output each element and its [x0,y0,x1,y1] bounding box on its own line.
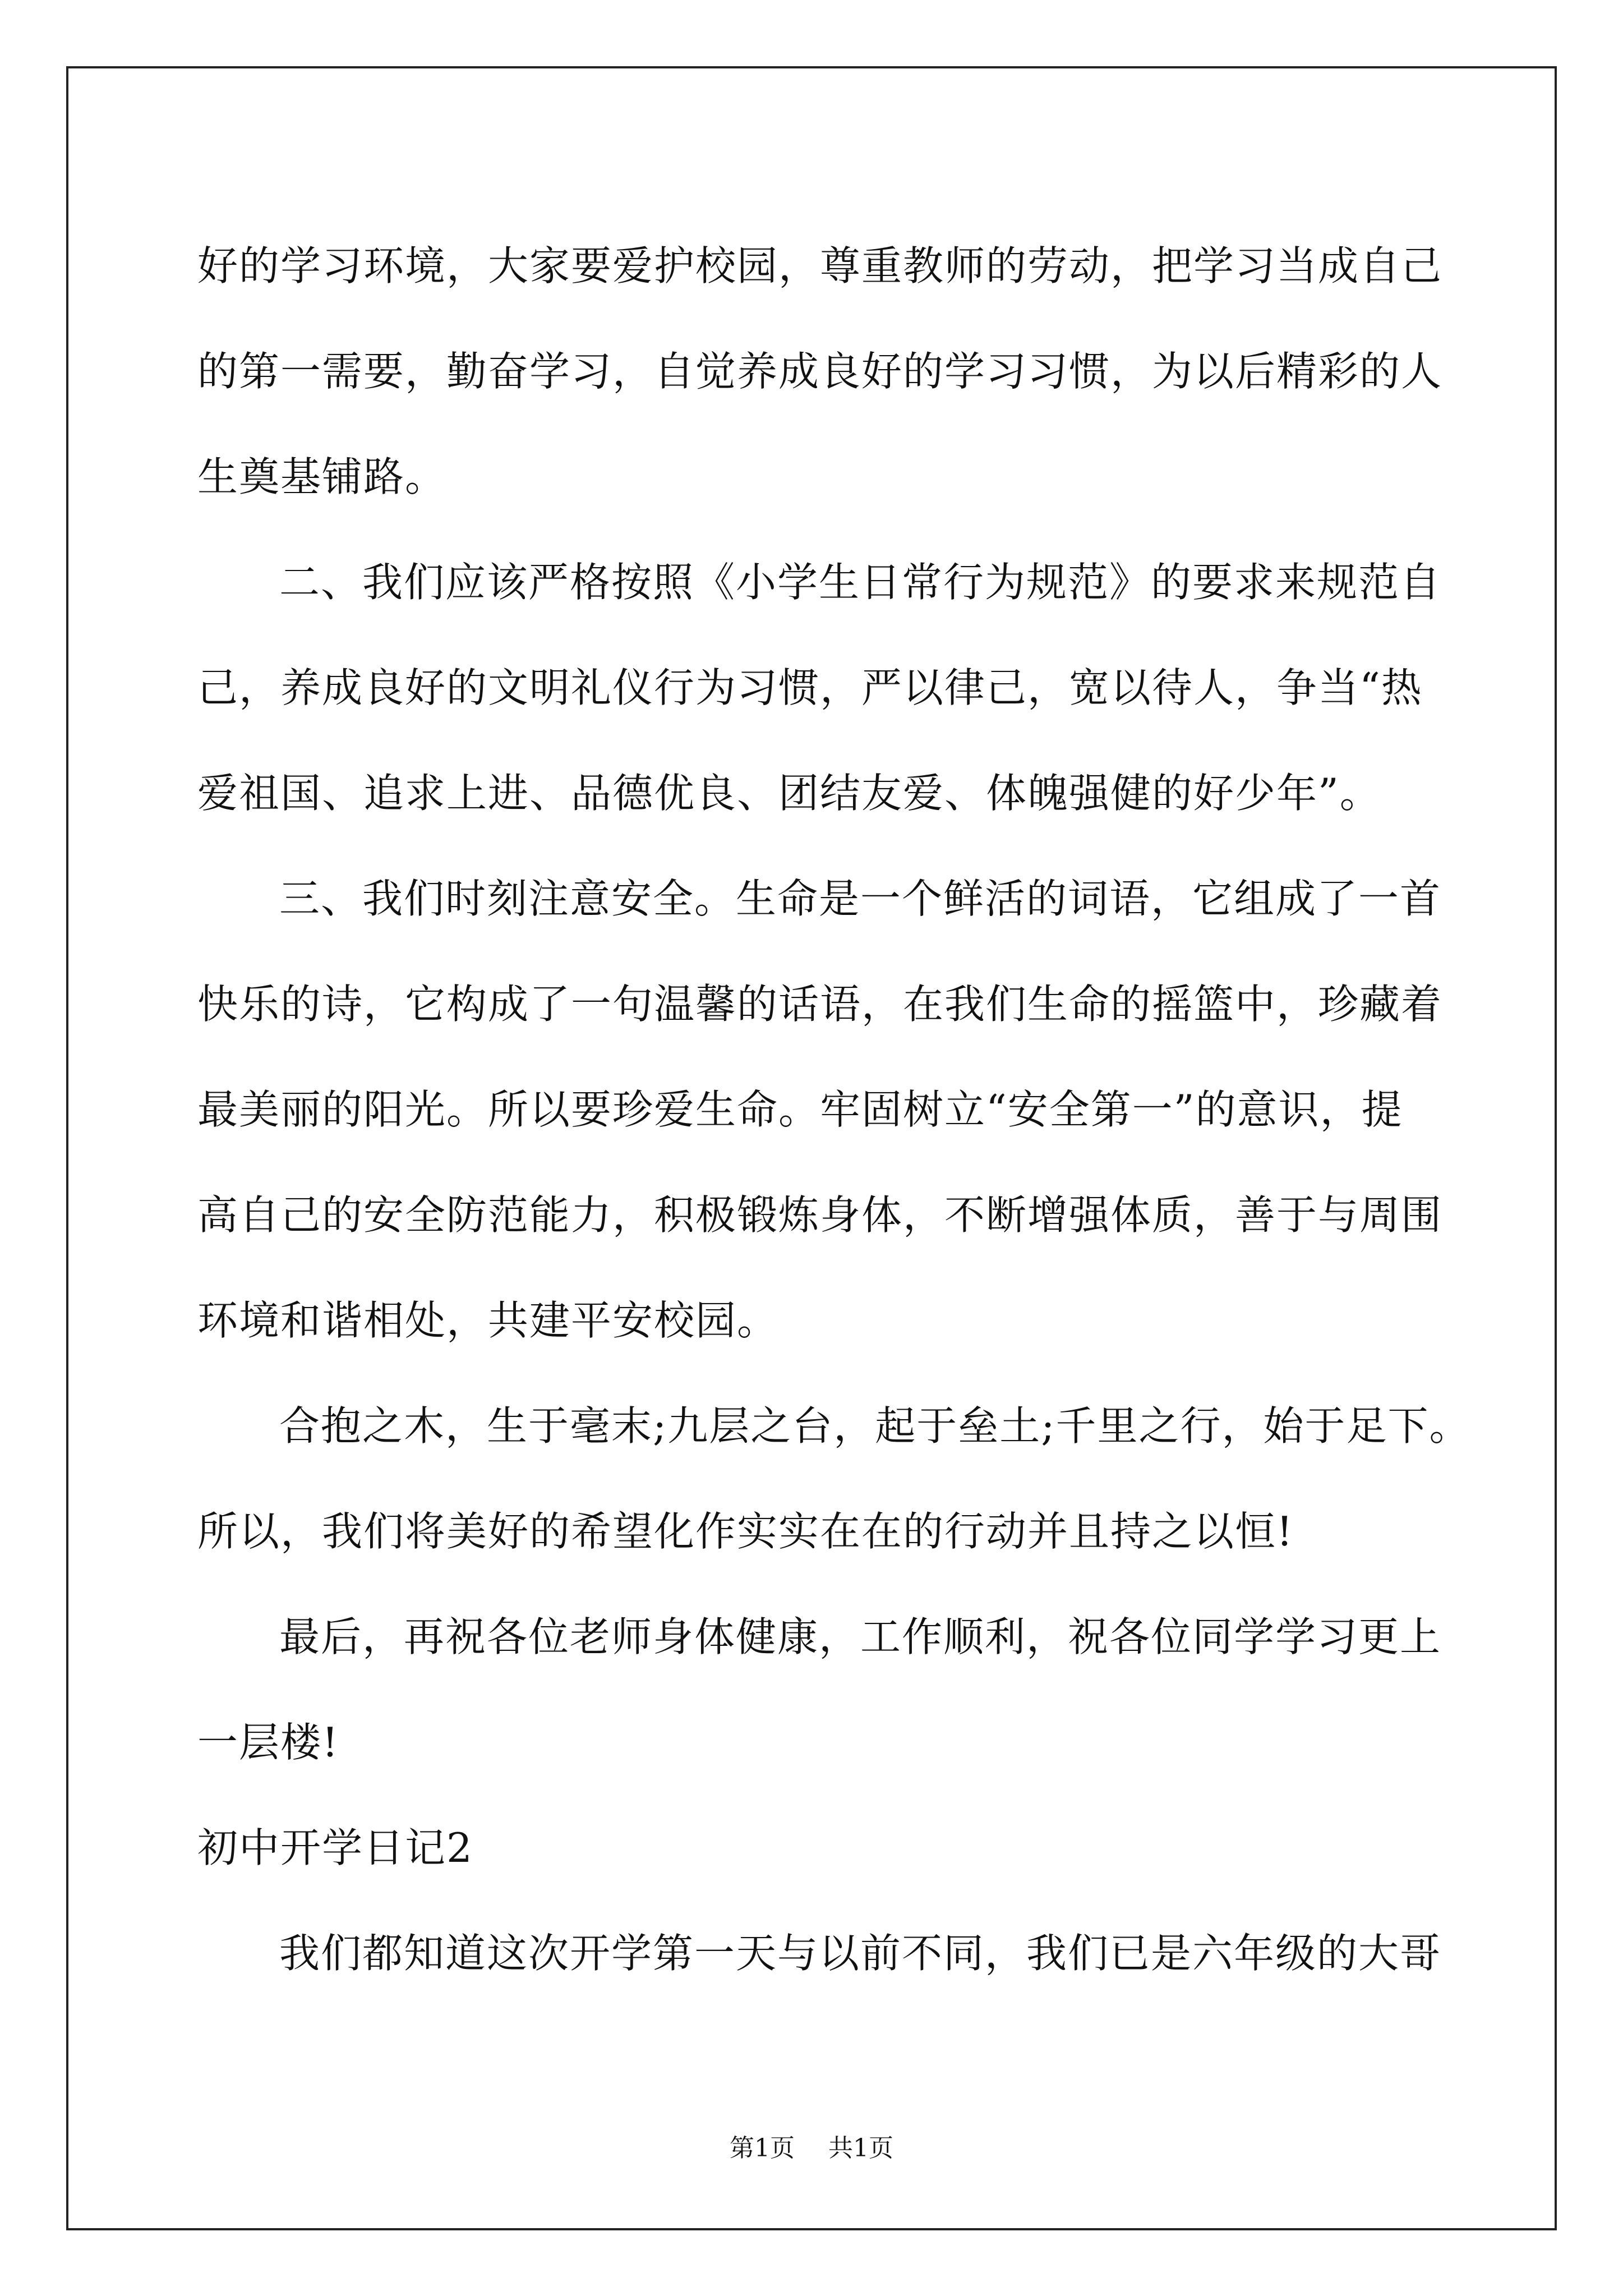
document-body [197,213,1471,2006]
text-line: 一层楼! [197,1719,339,1766]
text-line: 环境和谐相处，共建平安校园。 [197,1297,779,1344]
text-line: 三、我们时刻注意安全。生命是一个鲜活的词语，它组成了一首 [279,875,1442,922]
text-line: 合抱之木，生于毫末;九层之台，起于垒土;千里之行，始于足下。 [279,1402,1471,1450]
text-line: 爱祖国、追求上进、品德优良、团结友爱、体魄强健的好少年”。 [197,770,1381,817]
text-line: 二、我们应该严格按照《小学生日常行为规范》的要求来规范自 [279,559,1442,606]
section-heading: 初中开学日记2 [197,1824,473,1871]
page-number: 第1页 [730,2134,795,2162]
text-line: 最美丽的阳光。所以要珍爱生命。牢固树立“安全第一”的意识，提 [197,1086,1403,1133]
text-line: 生奠基铺路。 [197,453,447,500]
text-line: 快乐的诗，它构成了一句温馨的话语，在我们生命的摇篮中，珍藏着 [197,981,1443,1028]
text-line: 我们都知道这次开学第一天与以前不同，我们已是六年级的大哥 [279,1930,1442,1977]
page-footer [0,2132,1623,2165]
text-line: 己，养成良好的文明礼仪行为习惯，严以律己，宽以待人，争当“热 [197,664,1423,711]
text-line: 高自己的安全防范能力，积极锻炼身体，不断增强体质，善于与周围 [197,1191,1443,1239]
text-line: 最后，再祝各位老师身体健康，工作顺利，祝各位同学学习更上 [279,1613,1442,1660]
text-line: 的第一需要，勤奋学习，自觉养成良好的学习习惯，为以后精彩的人 [197,348,1443,395]
text-line: 所以，我们将美好的希望化作实实在在的行动并且持之以恒! [197,1508,1294,1555]
text-line: 好的学习环境，大家要爱护校园，尊重教师的劳动，把学习当成自己 [197,242,1443,289]
page-total: 共1页 [828,2134,893,2162]
